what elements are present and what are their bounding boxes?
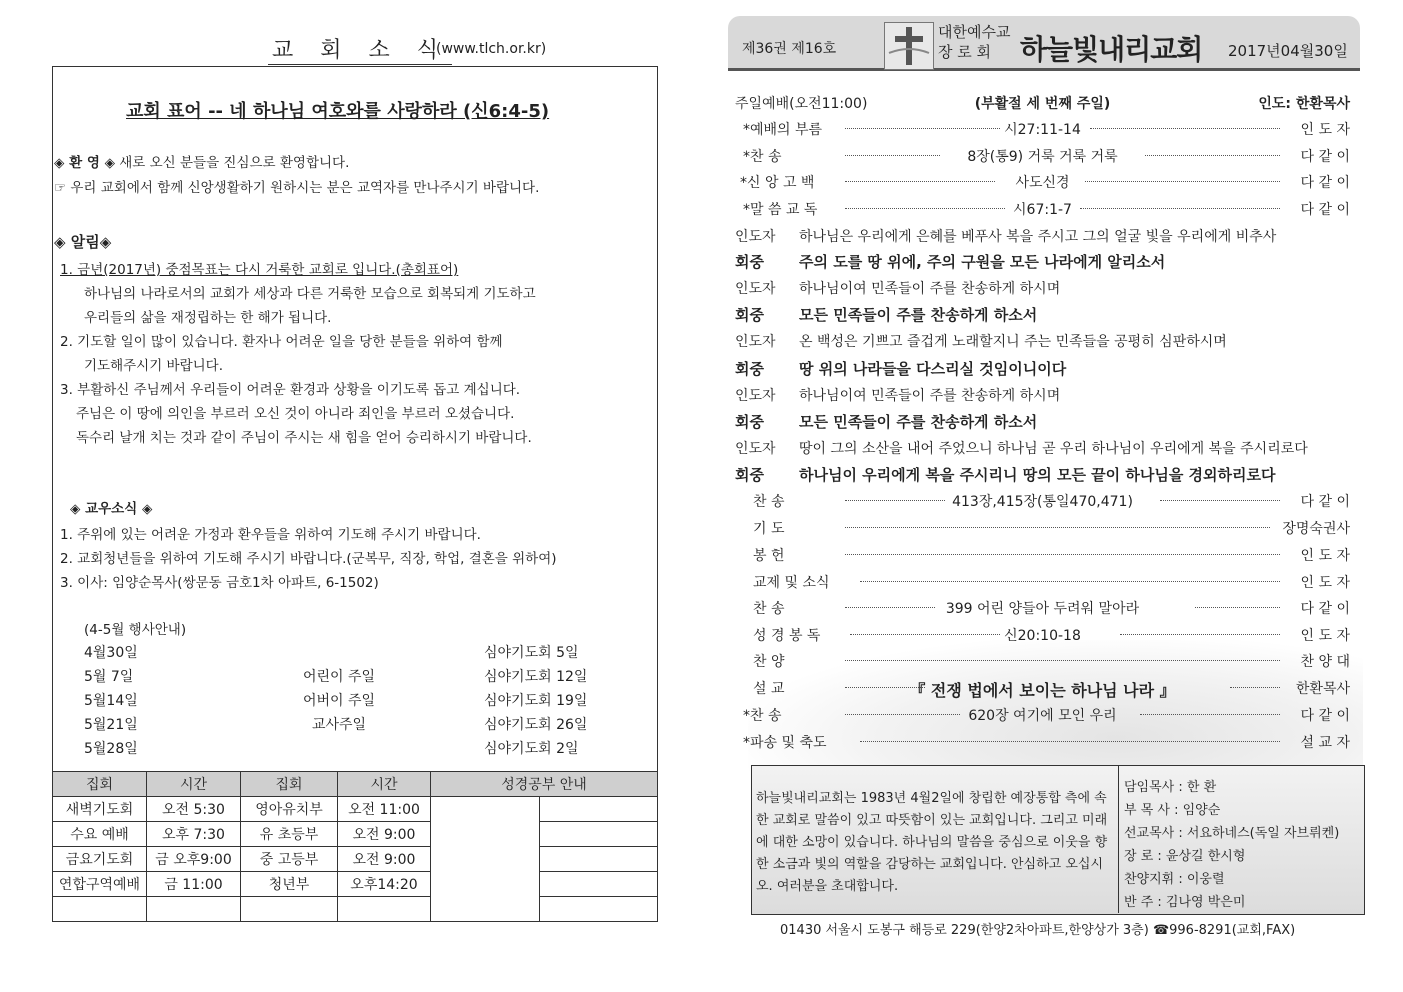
table-cell: 오후 7:30: [147, 822, 241, 847]
schedule-night-prayer: 심야기도회 12일: [484, 669, 588, 685]
reading-text: 모든 민족들이 주를 찬송하게 하소서: [799, 413, 1038, 431]
table-header: 성경공부 안내: [431, 772, 658, 797]
welcome-section: [54, 151, 349, 171]
schedule-date: 5월 7일: [84, 669, 134, 685]
notice-item: 기도해주시기 바랍니다.: [84, 358, 223, 374]
order-item: 성 경 봉 독: [753, 628, 821, 644]
schedule-event: 어버이 주일: [302, 693, 376, 709]
church-address: 01430 서울시 도봉구 해등로 229(한양2차아파트,한양상가 3층) ☎996-8291(교회,FAX): [780, 923, 1296, 938]
schedule-row: [84, 666, 614, 690]
order-row: [735, 545, 1350, 571]
order-item: *예배의 부름: [743, 122, 823, 138]
responsive-line: [735, 226, 1276, 246]
order-leader: 인 도 자: [1300, 628, 1350, 644]
order-leader: 설 교 자: [1300, 735, 1350, 751]
schedule-night-prayer: 심야기도회 2일: [484, 741, 579, 757]
order-leader: 찬 양 대: [1300, 654, 1350, 670]
member-item: 3. 이사: 임양순목사(쌍문동 금호1차 아파트, 6-1502): [60, 575, 379, 591]
table-header-row: [53, 772, 658, 797]
responsive-line: [735, 464, 1275, 485]
table-cell: [540, 897, 658, 922]
table-cell: 금 오후9:00: [147, 847, 241, 872]
table-cell: 수요 예배: [53, 822, 147, 847]
meeting-table: [52, 771, 658, 922]
schedule-heading: (4-5월 행사안내): [84, 622, 187, 638]
reading-text: 하나님이여 민족들이 주를 찬송하게 하시며: [799, 388, 1061, 404]
reader-role: 회중: [735, 253, 764, 271]
table-header: 집회: [53, 772, 147, 797]
staff-item: 담임목사 : 한 환: [1124, 780, 1217, 795]
staff-list: [1124, 776, 1339, 914]
table-row: [53, 822, 658, 847]
order-content: 8장(통9) 거룩 거룩 거룩: [967, 149, 1118, 165]
sermon-title: 『 전쟁 법에서 보이는 하나님 나라 』: [909, 681, 1176, 700]
notice-item: 3. 부활하신 주님께서 우리들이 어려운 환경과 상황을 이기도록 돕고 계십니다.: [60, 382, 521, 398]
order-row: [735, 119, 1350, 145]
service-leader: 인도: 한환목사: [1258, 96, 1350, 112]
order-leader: 인 도 자: [1300, 548, 1350, 564]
table-cell: [540, 872, 658, 897]
table-header: 집회: [241, 772, 338, 797]
website-link[interactable]: (www.tlch.or.kr): [436, 41, 547, 57]
schedule-date: 5월28일: [84, 741, 138, 757]
member-item: 2. 교회청년들을 위하여 기도해 주시기 바랍니다.(군복무, 직장, 학업, 결혼을 위하여): [60, 551, 557, 567]
schedule-row: [84, 642, 614, 666]
table-cell: [431, 797, 540, 922]
reader-role: 회중: [735, 466, 764, 484]
reader-role: 인도자: [735, 281, 776, 297]
order-content: 399 어린 양들아 두려워 말아라: [945, 601, 1140, 617]
order-leader: 인 도 자: [1300, 122, 1350, 138]
reading-text: 주의 도를 땅 위에, 주의 구원을 모든 나라에게 알리소서: [799, 253, 1166, 271]
reader-role: 인도자: [735, 229, 776, 245]
cross-logo-icon: [884, 22, 934, 70]
order-item: *말 씀 교 독: [743, 202, 818, 218]
table-row: [53, 872, 658, 897]
bulletin-date: 2017년04월30일: [1228, 42, 1348, 60]
order-row: [735, 598, 1350, 624]
order-row: [735, 732, 1350, 758]
table-cell: [338, 897, 431, 922]
volume-number: 제36권 제16호: [742, 41, 837, 57]
order-leader: 다 같 이: [1300, 708, 1350, 724]
member-item: 1. 주위에 있는 어려운 가정과 환우들을 위하여 기도해 주시기 바랍니다.: [60, 527, 481, 543]
info-divider: [1118, 765, 1119, 913]
order-content: 사도신경: [1015, 175, 1070, 191]
order-leader: 다 같 이: [1300, 175, 1350, 191]
order-row: [735, 651, 1350, 677]
table-cell: [540, 797, 658, 822]
staff-item: 장 로 : 윤상길 한시형: [1124, 849, 1246, 864]
table-cell: 청년부: [241, 872, 338, 897]
schedule-date: 4월30일: [84, 645, 138, 661]
order-item: *파송 및 축도: [743, 735, 827, 751]
order-row: [735, 678, 1350, 704]
order-content: 시27:11-14: [1004, 122, 1081, 138]
schedule-date: 5월14일: [84, 693, 138, 709]
reader-role: 회중: [735, 360, 764, 378]
denomination: [938, 22, 1010, 62]
staff-item: 부 목 사 : 임양순: [1124, 803, 1221, 818]
notice-item: 독수리 날개 치는 것과 같이 주님이 주시는 새 힘을 얻어 승리하시기 바랍니다.: [76, 430, 532, 446]
table-cell: 금요기도회: [53, 847, 147, 872]
table-row: [53, 797, 658, 822]
welcome-heading: ◈ 환 영 ◈: [54, 155, 115, 171]
responsive-line: [735, 385, 1060, 405]
schedule-night-prayer: 심야기도회 19일: [484, 693, 588, 709]
church-name: 하늘빛내리교회: [1020, 33, 1203, 66]
reader-role: 인도자: [735, 388, 776, 404]
order-leader: 다 같 이: [1300, 601, 1350, 617]
order-row: [735, 625, 1350, 651]
order-content: 620장 여기에 모인 우리: [968, 708, 1117, 724]
table-cell: [540, 847, 658, 872]
schedule-row: [84, 738, 614, 762]
responsive-line: [735, 358, 1066, 379]
service-info: [735, 93, 1350, 119]
order-row: [735, 172, 1350, 198]
reading-text: 모든 민족들이 주를 찬송하게 하소서: [799, 306, 1038, 324]
order-item: 찬 송: [753, 494, 785, 510]
schedule-event: 교사주일: [311, 717, 367, 733]
responsive-line: [735, 411, 1037, 432]
schedule-night-prayer: 심야기도회 26일: [484, 717, 588, 733]
order-leader: 장명숙권사: [1282, 521, 1350, 537]
reading-text: 땅 위의 나라들을 다스리실 것임이니이다: [799, 360, 1067, 378]
responsive-line: [735, 251, 1165, 272]
order-content: 신20:10-18: [1004, 628, 1081, 644]
table-cell: 금 11:00: [147, 872, 241, 897]
notice-item: 1. 금년(2017년) 중점목표는 다시 거룩한 교회로 입니다.(총회표어): [60, 262, 459, 278]
responsive-line: [735, 304, 1037, 325]
table-header: 시간: [147, 772, 241, 797]
table-cell: 오후14:20: [338, 872, 431, 897]
order-content: 시67:1-7: [1013, 202, 1072, 218]
order-item: *찬 송: [743, 149, 782, 165]
schedule-row: [84, 690, 614, 714]
schedule-night-prayer: 심야기도회 5일: [484, 645, 579, 661]
table-cell: 새벽기도회: [53, 797, 147, 822]
table-cell: [241, 897, 338, 922]
table-row: [53, 897, 658, 922]
responsive-line: [735, 331, 1227, 351]
order-item: 봉 헌: [753, 548, 785, 564]
news-title: 교 회 소 식: [268, 33, 452, 67]
notice-item: 하나님의 나라로서의 교회가 세상과 다른 거룩한 모습으로 회복되게 기도하고: [84, 286, 536, 302]
reading-text: 하나님이여 민족들이 주를 찬송하게 하시며: [799, 281, 1061, 297]
welcome-text: 새로 오신 분들을 진심으로 환영합니다.: [114, 155, 350, 171]
order-item: *찬 송: [743, 708, 782, 724]
reading-text: 하나님이 우리에게 복을 주시리니 땅의 모든 끝이 하나님을 경외하리로다: [799, 466, 1276, 484]
reader-role: 인도자: [735, 441, 776, 457]
order-item: 찬 송: [753, 601, 785, 617]
order-row: [735, 199, 1350, 225]
order-leader: 인 도 자: [1300, 575, 1350, 591]
notice-item: 주님은 이 땅에 의인을 부르러 오신 것이 아니라 죄인을 부르러 오셨습니다.: [76, 406, 515, 422]
order-leader: 다 같 이: [1300, 494, 1350, 510]
liturgical-sunday: (부활절 세 번째 주일): [974, 96, 1111, 112]
table-cell: 오전 9:00: [338, 847, 431, 872]
reader-role: 회중: [735, 306, 764, 324]
responsive-line: [735, 438, 1308, 458]
schedule-row: [84, 714, 614, 738]
reading-text: 온 백성은 기쁘고 즐겁게 노래할지니 주는 민족들을 공평히 심판하시며: [799, 334, 1227, 350]
order-item: 찬 양: [753, 654, 785, 670]
table-cell: 오전 5:30: [147, 797, 241, 822]
service-time: 주일예배(오전11:00): [735, 96, 868, 112]
order-row: [735, 518, 1350, 544]
order-leader: 다 같 이: [1300, 202, 1350, 218]
order-item: *신 앙 고 백: [740, 175, 815, 191]
order-content: 413장,415장(통일470,471): [952, 494, 1133, 510]
notice-item: 우리들의 삶을 재정립하는 한 해가 됩니다.: [84, 310, 332, 326]
order-row: [735, 572, 1350, 598]
denomination-line: 장 로 회: [938, 43, 992, 61]
responsive-line: [735, 278, 1060, 298]
notice-item: 2. 기도할 일이 많이 있습니다. 환자나 어려운 일을 당한 분들을 위하여 함께: [60, 334, 503, 350]
table-cell: 오전 9:00: [338, 822, 431, 847]
order-leader: 한환목사: [1295, 681, 1350, 697]
church-motto: 교회 표어 -- 네 하나님 여호와를 사랑하라 (신6:4-5): [126, 101, 550, 122]
table-cell: 연합구역예배: [53, 872, 147, 897]
table-row: [53, 847, 658, 872]
staff-item: 찬양지휘 : 이웅렬: [1124, 872, 1225, 887]
welcome-note: ☞ 우리 교회에서 함께 신앙생활하기 원하시는 분은 교역자를 만나주시기 바랍니다.: [54, 180, 540, 196]
staff-item: 반 주 : 김나영 박은미: [1124, 895, 1246, 910]
denomination-line: 대한예수교: [938, 23, 1011, 41]
table-cell: [540, 822, 658, 847]
reader-role: 인도자: [735, 334, 776, 350]
schedule-date: 5월21일: [84, 717, 138, 733]
order-item: 설 교: [753, 681, 785, 697]
staff-item: 선교목사 : 서요하네스(독일 자브뤼켄): [1124, 826, 1340, 841]
table-cell: 오전 11:00: [338, 797, 431, 822]
reading-text: 하나님은 우리에게 은혜를 베푸사 복을 주시고 그의 얼굴 빛을 우리에게 비추사: [799, 229, 1277, 245]
order-leader: 다 같 이: [1300, 149, 1350, 165]
order-row: [735, 491, 1350, 517]
church-intro: 하늘빛내리교회는 1983년 4월2일에 창립한 예장통합 측에 속한 교회로 말씀이 있고 따뜻함이 있는 교회입니다. 그리고 미래에 대한 소망이 있습니다. 하나님의 말씀을 중심으로 이웃을 향한 소금과 빛의 역할을 감당하는 교회입니다. 안심하고 오십시오. 여러분을 초대합니다.: [756, 791, 1108, 894]
reading-text: 땅이 그의 소산을 내어 주었으니 하나님 곧 우리 하나님이 우리에게 복을 주시리로다: [799, 441, 1308, 457]
order-row: [735, 146, 1350, 172]
table-cell: 유 초등부: [241, 822, 338, 847]
table-cell: [53, 897, 147, 922]
order-item: 기 도: [753, 521, 785, 537]
table-header: 시간: [338, 772, 431, 797]
table-cell: 중 고등부: [241, 847, 338, 872]
notice-heading: ◈ 알림◈: [54, 233, 112, 251]
members-heading: ◈ 교우소식 ◈: [70, 501, 153, 517]
order-item: 교제 및 소식: [753, 575, 830, 591]
table-cell: 영아유치부: [241, 797, 338, 822]
reader-role: 회중: [735, 413, 764, 431]
table-cell: [147, 897, 241, 922]
order-row: [735, 705, 1350, 731]
schedule-event: 어린이 주일: [302, 669, 376, 685]
